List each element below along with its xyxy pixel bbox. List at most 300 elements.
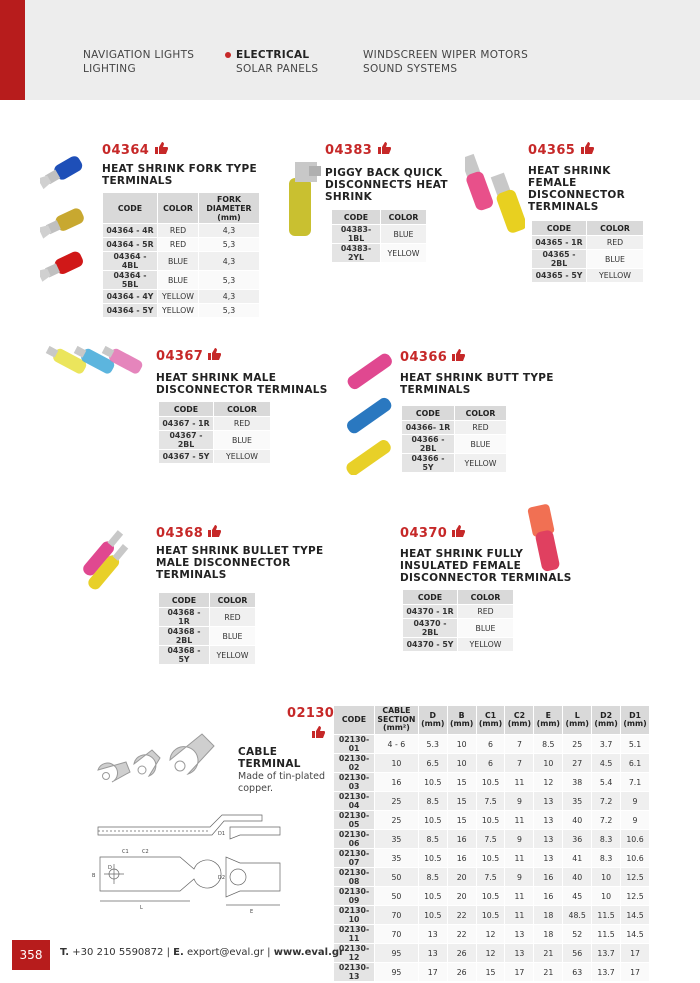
title-line: TERMINALS bbox=[400, 384, 471, 396]
cell-value: 6 bbox=[477, 754, 505, 772]
table-body bbox=[334, 735, 649, 981]
cell-value: 38 bbox=[563, 773, 591, 791]
active-dot-icon bbox=[225, 52, 231, 58]
table-04365 bbox=[531, 220, 644, 283]
cell-value: 10.5 bbox=[477, 906, 505, 924]
table-row bbox=[532, 236, 643, 249]
cell-value: 10.5 bbox=[477, 849, 505, 867]
cell-code: 04366- 1R bbox=[402, 421, 454, 434]
col-header-color: COLOR bbox=[158, 193, 198, 223]
fork-terminals-image bbox=[40, 150, 102, 290]
cell-code: 04365 - 1R bbox=[532, 236, 586, 249]
cell-value: 6.1 bbox=[621, 754, 649, 772]
cell-value: RED bbox=[587, 236, 643, 249]
table-row bbox=[334, 963, 649, 981]
cell-value: 8.5 bbox=[419, 830, 447, 848]
cell-value: 50 bbox=[375, 887, 418, 905]
title-line: PIGGY BACK QUICK bbox=[325, 167, 443, 179]
col-header-code: CODE bbox=[402, 406, 454, 420]
nav-link-sound-systems[interactable]: SOUND SYSTEMS bbox=[363, 63, 458, 75]
cell-value: 12 bbox=[477, 944, 505, 962]
title-line: HEAT SHRINK MALE bbox=[156, 372, 277, 384]
table-04368 bbox=[158, 592, 256, 665]
col-header-code: CODE bbox=[332, 210, 380, 224]
header-line: D2 bbox=[600, 710, 613, 720]
nav-link-navigation-lights[interactable]: NAVIGATION LIGHTS bbox=[83, 49, 195, 61]
cell-code: 04364 - 5Y bbox=[103, 304, 157, 317]
cell-value: 10.5 bbox=[477, 887, 505, 905]
cell-value: 10.5 bbox=[477, 773, 505, 791]
cell-value: 17 bbox=[621, 944, 649, 962]
table-row bbox=[403, 638, 513, 651]
title-line: DISCONNECTOR TERMINALS bbox=[400, 572, 572, 584]
label-c1: C1 bbox=[122, 849, 129, 855]
cell-value: 8.3 bbox=[592, 849, 620, 867]
cell-value: 15 bbox=[448, 811, 476, 829]
cell-value: 12 bbox=[534, 773, 562, 791]
table-row bbox=[532, 250, 643, 268]
col-header bbox=[505, 706, 533, 734]
cell-value: 12 bbox=[477, 925, 505, 943]
product-code-02130: 02130 bbox=[287, 706, 335, 721]
email-label: E. bbox=[173, 947, 184, 958]
piggy-back-terminal-image bbox=[283, 160, 325, 238]
table-row bbox=[334, 830, 649, 848]
table-02130 bbox=[333, 705, 650, 982]
cell-code: 02130-07 bbox=[334, 849, 374, 867]
cell-value: 16 bbox=[448, 830, 476, 848]
cell-value: RED bbox=[210, 608, 255, 626]
header-line: DIAMETER bbox=[206, 203, 252, 213]
cell-value: 13 bbox=[534, 792, 562, 810]
product-title-04366 bbox=[400, 372, 554, 396]
butt-terminals-image bbox=[340, 350, 400, 475]
cell-code: 02130-03 bbox=[334, 773, 374, 791]
table-body bbox=[532, 236, 643, 282]
female-disconnector-image bbox=[465, 145, 525, 250]
cell-value: 25 bbox=[375, 811, 418, 829]
cell-value: 17 bbox=[621, 963, 649, 981]
table-04383 bbox=[331, 209, 427, 263]
header-red-tab bbox=[0, 0, 25, 100]
cell-value: 7.2 bbox=[592, 792, 620, 810]
cell-value: 11 bbox=[505, 811, 533, 829]
table-row bbox=[334, 773, 649, 791]
label-d2: D2 bbox=[218, 875, 226, 881]
nav-link-solar-panels[interactable]: SOLAR PANELS bbox=[236, 63, 319, 75]
cell-code: 02130-09 bbox=[334, 887, 374, 905]
cell-code: 02130-11 bbox=[334, 925, 374, 943]
cell-code: 02130-12 bbox=[334, 944, 374, 962]
table-row bbox=[334, 849, 649, 867]
cell-value: 21 bbox=[534, 963, 562, 981]
cell-value: 10 bbox=[375, 754, 418, 772]
product-title-04368 bbox=[156, 545, 323, 581]
cell-value: 14.5 bbox=[621, 925, 649, 943]
cell-value: 40 bbox=[563, 811, 591, 829]
cell-value: YELLOW bbox=[158, 304, 198, 317]
title-line: CABLE bbox=[238, 746, 278, 758]
cell-value: 20 bbox=[448, 887, 476, 905]
cell-value: 21 bbox=[534, 944, 562, 962]
title-line: TERMINALS bbox=[156, 569, 227, 581]
cell-code: 04370 - 5Y bbox=[403, 638, 457, 651]
cell-value: RED bbox=[214, 417, 270, 430]
cell-code: 02130-02 bbox=[334, 754, 374, 772]
cell-value: 6.5 bbox=[419, 754, 447, 772]
cell-value: 10.5 bbox=[419, 887, 447, 905]
title-line: DISCONNECTOR bbox=[528, 189, 626, 201]
cell-code: 04383-2YL bbox=[332, 244, 380, 262]
cell-value: 5,3 bbox=[199, 271, 259, 289]
col-header bbox=[534, 706, 562, 734]
cell-value: YELLOW bbox=[458, 638, 513, 651]
cell-code: 04366 - 2BL bbox=[402, 435, 454, 453]
table-04364 bbox=[102, 192, 260, 318]
header-line: (mm) bbox=[623, 719, 647, 728]
cell-value: 70 bbox=[375, 906, 418, 924]
col-header bbox=[419, 706, 447, 734]
cell-value: RED bbox=[458, 605, 513, 618]
col-header-code: CODE bbox=[532, 221, 586, 235]
phone-label: T. bbox=[60, 947, 70, 958]
cell-value: 8.5 bbox=[419, 792, 447, 810]
cell-code: 04364 - 4R bbox=[103, 224, 157, 237]
table-row bbox=[332, 225, 426, 243]
cell-value: 8.5 bbox=[534, 735, 562, 753]
table-row bbox=[103, 304, 259, 317]
cell-value: 35 bbox=[375, 830, 418, 848]
table-body bbox=[402, 421, 506, 472]
table-row bbox=[403, 605, 513, 618]
cell-value: 26 bbox=[448, 944, 476, 962]
product-code-04368: 04368 bbox=[156, 526, 204, 541]
table-row bbox=[103, 252, 259, 270]
cell-value: 5.3 bbox=[419, 735, 447, 753]
cell-value: YELLOW bbox=[214, 450, 270, 463]
title-line: FEMALE bbox=[528, 177, 577, 189]
table-body bbox=[159, 608, 255, 664]
col-header-color: COLOR bbox=[214, 402, 270, 416]
cell-value: 11 bbox=[505, 849, 533, 867]
cell-value: 10.6 bbox=[621, 849, 649, 867]
cell-value: 13 bbox=[534, 811, 562, 829]
footer-contact bbox=[60, 947, 344, 958]
cell-code: 02130-13 bbox=[334, 963, 374, 981]
product-title-04365 bbox=[528, 165, 625, 213]
nav-link-windscreen-wiper-motors[interactable]: WINDSCREEN WIPER MOTORS bbox=[363, 49, 529, 61]
cell-value: 8.3 bbox=[592, 830, 620, 848]
cell-value: 16 bbox=[534, 887, 562, 905]
nav-link-electrical[interactable]: ELECTRICAL bbox=[236, 49, 310, 61]
cell-code: 04370 - 2BL bbox=[403, 619, 457, 637]
cell-value: 11 bbox=[505, 887, 533, 905]
cell-value: 7.5 bbox=[477, 830, 505, 848]
bullet-terminals-image bbox=[80, 520, 140, 595]
cell-value: BLUE bbox=[210, 627, 255, 645]
product-title-04383 bbox=[325, 167, 448, 203]
cell-value: 7.5 bbox=[477, 792, 505, 810]
label-c2: C2 bbox=[142, 849, 149, 855]
cell-value: 10.5 bbox=[419, 773, 447, 791]
cell-value: 16 bbox=[448, 849, 476, 867]
cell-value: 5,3 bbox=[199, 304, 259, 317]
cell-value: 4,3 bbox=[199, 290, 259, 303]
cell-value: 11.5 bbox=[592, 925, 620, 943]
page-number: 358 bbox=[12, 940, 50, 970]
cell-value: YELLOW bbox=[381, 244, 426, 262]
cell-code: 04370 - 1R bbox=[403, 605, 457, 618]
cell-code: 04366 - 5Y bbox=[402, 454, 454, 472]
separator: | bbox=[267, 947, 271, 958]
cell-value: 17 bbox=[419, 963, 447, 981]
col-header-code: CODE bbox=[403, 590, 457, 604]
cell-value: 7 bbox=[505, 735, 533, 753]
label-l: L bbox=[140, 905, 143, 911]
thumbs-up-icon bbox=[451, 525, 465, 537]
cell-code: 02130-01 bbox=[334, 735, 374, 753]
table-header-row bbox=[334, 706, 649, 734]
table-row bbox=[334, 811, 649, 829]
cell-value: 13 bbox=[534, 830, 562, 848]
col-header-color: COLOR bbox=[587, 221, 643, 235]
nav-link-lighting[interactable]: LIGHTING bbox=[83, 63, 136, 75]
header-line: SECTION bbox=[377, 714, 416, 724]
header-line: C1 bbox=[484, 710, 497, 720]
table-row bbox=[403, 619, 513, 637]
cell-value: 7.1 bbox=[621, 773, 649, 791]
cell-value: 56 bbox=[563, 944, 591, 962]
cell-value: 12.5 bbox=[621, 887, 649, 905]
header-line: CODE bbox=[341, 714, 367, 724]
cell-value: 20 bbox=[448, 868, 476, 886]
cell-value: 15 bbox=[448, 792, 476, 810]
table-row bbox=[159, 646, 255, 664]
title-line: HEAT SHRINK FORK TYPE bbox=[102, 163, 257, 175]
product-title-04364 bbox=[102, 163, 257, 187]
col-header-color: COLOR bbox=[381, 210, 426, 224]
title-line: TERMINALS bbox=[102, 175, 173, 187]
header-line: D1 bbox=[629, 710, 641, 720]
col-header-color: COLOR bbox=[210, 593, 255, 607]
cell-value: 40 bbox=[563, 868, 591, 886]
cell-value: 11.5 bbox=[592, 906, 620, 924]
separator: | bbox=[166, 947, 170, 958]
thumbs-up-icon bbox=[580, 142, 594, 154]
table-row bbox=[103, 238, 259, 251]
cell-value: 9 bbox=[505, 792, 533, 810]
col-header bbox=[334, 706, 374, 734]
table-row bbox=[159, 627, 255, 645]
col-header-code: CODE bbox=[159, 402, 213, 416]
header-line: E bbox=[545, 710, 551, 720]
cell-code: 04364 - 5BL bbox=[103, 271, 157, 289]
thumbs-up-icon bbox=[311, 726, 325, 738]
col-header bbox=[375, 706, 418, 734]
table-row bbox=[103, 271, 259, 289]
cell-value: 11 bbox=[505, 773, 533, 791]
cell-value: BLUE bbox=[381, 225, 426, 243]
table-row bbox=[103, 290, 259, 303]
table-row bbox=[159, 608, 255, 626]
cell-code: 04368 - 2BL bbox=[159, 627, 209, 645]
thumbs-up-icon bbox=[207, 348, 221, 360]
cell-code: 04364 - 4BL bbox=[103, 252, 157, 270]
header-line: (mm) bbox=[507, 719, 532, 728]
cell-value: BLUE bbox=[158, 271, 198, 289]
cell-value: YELLOW bbox=[587, 269, 643, 282]
col-header bbox=[477, 706, 505, 734]
title-line: DISCONNECTS HEAT bbox=[325, 179, 448, 191]
cell-value: RED bbox=[158, 238, 198, 251]
col-header-fork-diameter bbox=[199, 193, 259, 223]
cell-value: 16 bbox=[534, 868, 562, 886]
table-row bbox=[159, 450, 270, 463]
footer-website-link[interactable]: www.eval.gr bbox=[273, 947, 344, 958]
thumbs-up-icon bbox=[207, 525, 221, 537]
cell-value: 13.7 bbox=[592, 944, 620, 962]
label-d1: D1 bbox=[218, 831, 226, 837]
cell-value: 36 bbox=[563, 830, 591, 848]
cell-code: 02130-05 bbox=[334, 811, 374, 829]
table-04366 bbox=[401, 405, 507, 473]
cell-value: BLUE bbox=[214, 431, 270, 449]
cell-value: 9 bbox=[505, 868, 533, 886]
cell-value: YELLOW bbox=[158, 290, 198, 303]
title-line: HEAT SHRINK FULLY bbox=[400, 548, 524, 560]
cell-value: 26 bbox=[448, 963, 476, 981]
thumbs-up-icon bbox=[377, 142, 391, 154]
title-line: HEAT SHRINK BULLET TYPE bbox=[156, 545, 324, 557]
table-body bbox=[103, 224, 259, 317]
cell-value: 50 bbox=[375, 868, 418, 886]
cell-value: 10.5 bbox=[419, 811, 447, 829]
footer-email[interactable]: export@eval.gr bbox=[186, 947, 264, 958]
table-row bbox=[532, 269, 643, 282]
table-row bbox=[402, 454, 506, 472]
title-line: INSULATED FEMALE bbox=[400, 560, 522, 572]
cell-value: 13 bbox=[419, 925, 447, 943]
product-code-04367: 04367 bbox=[156, 349, 204, 364]
cell-value: 3.7 bbox=[592, 735, 620, 753]
cell-value: 10.5 bbox=[419, 906, 447, 924]
title-line: TERMINAL bbox=[238, 758, 301, 770]
cell-value: 63 bbox=[563, 963, 591, 981]
cell-code: 04367 - 5Y bbox=[159, 450, 213, 463]
cell-value: 18 bbox=[534, 925, 562, 943]
header-line: (mm²) bbox=[383, 723, 410, 733]
cell-value: 4,3 bbox=[199, 252, 259, 270]
table-row bbox=[334, 906, 649, 924]
cell-value: 48.5 bbox=[563, 906, 591, 924]
col-header-color: COLOR bbox=[455, 406, 506, 420]
cell-value: 7.2 bbox=[592, 811, 620, 829]
cell-value: 6 bbox=[477, 735, 505, 753]
cell-value: 13 bbox=[505, 925, 533, 943]
cell-value: 35 bbox=[563, 792, 591, 810]
table-row bbox=[334, 735, 649, 753]
table-04367 bbox=[158, 401, 271, 464]
cell-value: 52 bbox=[563, 925, 591, 943]
thumbs-up-icon bbox=[154, 142, 168, 154]
cell-value: 13 bbox=[419, 944, 447, 962]
cell-value: 13 bbox=[534, 849, 562, 867]
table-body bbox=[403, 605, 513, 651]
product-desc-02130 bbox=[238, 771, 325, 795]
table-row bbox=[334, 754, 649, 772]
table-row bbox=[334, 944, 649, 962]
product-title-04367 bbox=[156, 372, 328, 396]
cell-value: 25 bbox=[375, 792, 418, 810]
cell-value: 22 bbox=[448, 906, 476, 924]
cell-value: 95 bbox=[375, 963, 418, 981]
cell-value: 4 - 6 bbox=[375, 735, 418, 753]
product-code-04365: 04365 bbox=[528, 143, 576, 158]
table-row bbox=[103, 224, 259, 237]
table-04370 bbox=[402, 589, 514, 652]
table-body bbox=[332, 225, 426, 262]
footer-phone[interactable]: +30 210 5590872 bbox=[72, 947, 164, 958]
cell-code: 04367 - 2BL bbox=[159, 431, 213, 449]
header-line: FORK bbox=[217, 194, 241, 204]
cell-value: 45 bbox=[563, 887, 591, 905]
cell-value: 27 bbox=[563, 754, 591, 772]
col-header-code: CODE bbox=[159, 593, 209, 607]
cell-code: 02130-04 bbox=[334, 792, 374, 810]
product-title-04370 bbox=[400, 548, 572, 584]
cell-value: 35 bbox=[375, 849, 418, 867]
title-line: HEAT SHRINK bbox=[528, 165, 611, 177]
cell-code: 02130-08 bbox=[334, 868, 374, 886]
cell-value: 5.1 bbox=[621, 735, 649, 753]
label-d: D bbox=[108, 865, 112, 871]
product-code-04383: 04383 bbox=[325, 143, 373, 158]
table-body bbox=[159, 417, 270, 463]
cell-value: 5.4 bbox=[592, 773, 620, 791]
cell-value: 9 bbox=[621, 811, 649, 829]
cell-value: YELLOW bbox=[455, 454, 506, 472]
header-line: C2 bbox=[513, 710, 525, 720]
table-row bbox=[332, 244, 426, 262]
header-line: CABLE bbox=[382, 706, 411, 716]
col-header-code: CODE bbox=[103, 193, 157, 223]
cell-code: 04367 - 1R bbox=[159, 417, 213, 430]
cable-terminals-image bbox=[90, 728, 220, 790]
cell-value: 10 bbox=[448, 754, 476, 772]
cell-code: 04368 - 5Y bbox=[159, 646, 209, 664]
product-code-04366: 04366 bbox=[400, 350, 448, 365]
product-code-04364: 04364 bbox=[102, 143, 150, 158]
header-line: (mm) bbox=[536, 719, 561, 728]
cell-value: 10 bbox=[592, 887, 620, 905]
cell-value: 25 bbox=[563, 735, 591, 753]
cell-value: 12.5 bbox=[621, 868, 649, 886]
cell-value: BLUE bbox=[455, 435, 506, 453]
cell-value: 10 bbox=[534, 754, 562, 772]
cell-value: YELLOW bbox=[210, 646, 255, 664]
cell-value: 70 bbox=[375, 925, 418, 943]
cell-value: RED bbox=[158, 224, 198, 237]
title-line: HEAT SHRINK BUTT TYPE bbox=[400, 372, 554, 384]
desc-line: Made of tin-plated bbox=[238, 771, 325, 782]
cell-code: 02130-06 bbox=[334, 830, 374, 848]
table-row bbox=[402, 435, 506, 453]
thumbs-up-icon bbox=[451, 349, 465, 361]
cell-value: 10.6 bbox=[621, 830, 649, 848]
table-row bbox=[334, 868, 649, 886]
table-row bbox=[334, 887, 649, 905]
cell-code: 04365 - 5Y bbox=[532, 269, 586, 282]
